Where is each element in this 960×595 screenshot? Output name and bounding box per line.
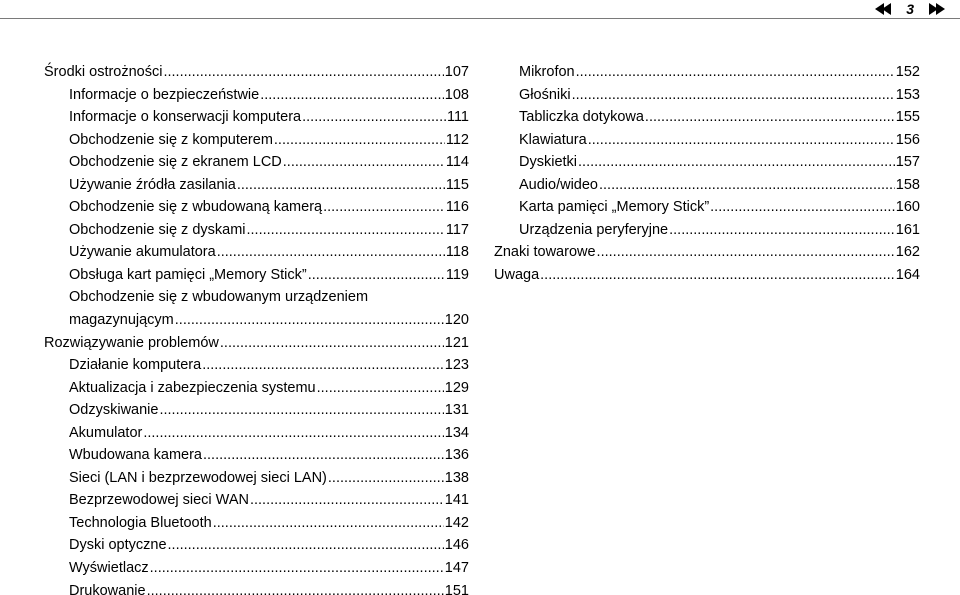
toc-page-number: 160 xyxy=(895,199,920,216)
toc-entry[interactable] xyxy=(494,174,920,197)
toc-page-number: 114 xyxy=(445,154,469,171)
dot-leader xyxy=(302,106,446,129)
toc-entry[interactable] xyxy=(44,264,469,287)
toc-entry-title: Obchodzenie się z dyskami xyxy=(69,221,246,238)
toc-entry[interactable] xyxy=(494,219,920,242)
toc-entry[interactable] xyxy=(494,151,920,174)
toc-entry-title: Środki ostrożności xyxy=(44,64,163,80)
toc-entry-title: Wyświetlacz xyxy=(69,560,149,577)
dot-leader xyxy=(323,196,445,219)
toc-entry-title: Obchodzenie się z komputerem xyxy=(69,131,273,148)
toc-entry-title: Dyskietki xyxy=(519,154,578,171)
toc-entry[interactable] xyxy=(44,241,469,264)
dot-leader xyxy=(283,151,445,174)
toc-entry-title: Mikrofon xyxy=(519,64,575,80)
dot-leader xyxy=(237,174,445,197)
toc-page-number: 121 xyxy=(444,334,469,351)
toc-entry-title: Dyski optyczne xyxy=(69,537,167,554)
toc-section-entry[interactable] xyxy=(494,241,920,264)
toc-section-entry[interactable] xyxy=(44,61,469,84)
toc-page-number: 116 xyxy=(445,199,469,216)
toc-page-number: 157 xyxy=(895,154,920,171)
toc-entry-title: magazynującym xyxy=(69,312,174,329)
toc-entry-title: Aktualizacja i zabezpieczenia systemu xyxy=(69,379,316,396)
toc-entry[interactable] xyxy=(494,196,920,219)
toc-entry[interactable] xyxy=(44,106,469,129)
header-divider xyxy=(0,18,960,19)
toc-page-number: 156 xyxy=(895,131,920,148)
toc-entry-title: Akumulator xyxy=(69,424,143,441)
dot-leader xyxy=(168,534,444,557)
toc-page-number: 112 xyxy=(445,131,469,148)
toc-page-number: 134 xyxy=(444,424,469,441)
toc-entry[interactable] xyxy=(44,129,469,152)
toc-section-entry[interactable] xyxy=(494,264,920,287)
toc-entry-title: Drukowanie xyxy=(69,582,146,595)
dot-leader xyxy=(328,467,444,490)
dot-leader xyxy=(247,219,445,242)
toc-left-column xyxy=(44,61,469,595)
toc-page-number: 151 xyxy=(444,582,469,595)
toc-entry[interactable] xyxy=(44,354,469,377)
dot-leader xyxy=(143,422,443,445)
dot-leader xyxy=(308,264,445,287)
toc-entry[interactable] xyxy=(44,534,469,557)
toc-entry-title: Rozwiązywanie problemów xyxy=(44,334,219,351)
toc-entry-title: Informacje o konserwacji komputera xyxy=(69,109,302,126)
dot-leader xyxy=(588,129,895,152)
dot-leader xyxy=(669,219,895,242)
toc-right-column xyxy=(494,61,920,286)
toc-page-number: 158 xyxy=(895,176,920,193)
toc-entry[interactable] xyxy=(44,557,469,580)
dot-leader xyxy=(645,106,895,129)
dot-leader xyxy=(572,84,895,107)
dot-leader xyxy=(150,557,444,580)
toc-entry-title: Używanie źródła zasilania xyxy=(69,176,236,193)
toc-entry[interactable] xyxy=(44,580,469,595)
toc-entry-title: Odzyskiwanie xyxy=(69,402,159,419)
toc-page-number: 117 xyxy=(445,221,469,238)
toc-entry-title: Sieci (LAN i bezprzewodowej sieci LAN) xyxy=(69,469,327,486)
toc-page-number: 129 xyxy=(444,379,469,396)
toc-entry-title: Karta pamięci „Memory Stick” xyxy=(519,199,710,216)
toc-entry[interactable] xyxy=(44,444,469,467)
dot-leader xyxy=(274,129,445,152)
previous-page-icon[interactable] xyxy=(874,2,894,16)
toc-page-number: 161 xyxy=(895,221,920,238)
dot-leader xyxy=(175,309,444,332)
toc-page-number: 153 xyxy=(895,86,920,103)
dot-leader xyxy=(576,61,895,84)
toc-entry-title: Klawiatura xyxy=(519,131,587,148)
toc-entry[interactable] xyxy=(494,129,920,152)
toc-page-number: 142 xyxy=(444,514,469,531)
toc-page-number: 107 xyxy=(444,64,469,80)
toc-entry[interactable] xyxy=(44,151,469,174)
toc-entry-title: Technologia Bluetooth xyxy=(69,514,212,531)
toc-page-number: 164 xyxy=(895,266,920,283)
toc-entry[interactable] xyxy=(494,61,920,84)
toc-entry-title: Uwaga xyxy=(494,266,540,283)
toc-entry-title: Bezprzewodowej sieci WAN xyxy=(69,492,249,509)
toc-entry-title: Obchodzenie się z ekranem LCD xyxy=(69,154,282,171)
toc-entry-title: Głośniki xyxy=(519,86,571,103)
toc-page-number: 147 xyxy=(444,560,469,577)
toc-section-entry[interactable] xyxy=(44,332,469,355)
dot-leader xyxy=(202,354,444,377)
page-navigation xyxy=(874,1,946,17)
toc-page-number: 155 xyxy=(895,109,920,126)
toc-entry[interactable] xyxy=(44,174,469,197)
dot-leader xyxy=(710,196,895,219)
dot-leader xyxy=(578,151,895,174)
toc-entry[interactable] xyxy=(44,84,469,107)
toc-page-number: 108 xyxy=(444,86,469,103)
toc-entry[interactable] xyxy=(44,196,469,219)
dot-leader xyxy=(217,241,445,264)
dot-leader xyxy=(203,444,444,467)
toc-entry-title: Obchodzenie się z wbudowaną kamerą xyxy=(69,199,323,216)
toc-entry-title: Urządzenia peryferyjne xyxy=(519,221,669,238)
toc-entry-title: Działanie komputera xyxy=(69,357,202,374)
toc-page-number: 123 xyxy=(444,357,469,374)
toc-entry-title: Obsługa kart pamięci „Memory Stick” xyxy=(69,266,307,283)
toc-page-number: 120 xyxy=(444,312,469,329)
toc-entry[interactable] xyxy=(44,512,469,535)
toc-page-number: 131 xyxy=(444,402,469,419)
next-page-icon[interactable] xyxy=(926,2,946,16)
toc-entry-title: Używanie akumulatora xyxy=(69,244,216,261)
toc-page-number: 111 xyxy=(446,109,469,126)
toc-entry[interactable] xyxy=(44,422,469,445)
dot-leader xyxy=(540,264,895,287)
toc-entry[interactable] xyxy=(44,286,469,309)
dot-leader xyxy=(317,377,444,400)
page-number: 3 xyxy=(906,1,914,17)
dot-leader xyxy=(213,512,444,535)
toc-page-number: 152 xyxy=(895,64,920,80)
dot-leader xyxy=(147,580,444,595)
dot-leader xyxy=(163,61,443,84)
page-header xyxy=(0,0,960,18)
toc-page-number: 146 xyxy=(444,537,469,554)
toc-page-number: 118 xyxy=(445,244,469,261)
dot-leader xyxy=(250,489,444,512)
toc-entry[interactable] xyxy=(44,489,469,512)
toc-entry[interactable] xyxy=(44,399,469,422)
toc-entry-continuation[interactable] xyxy=(44,309,469,332)
toc-entry[interactable] xyxy=(494,106,920,129)
dot-leader xyxy=(260,84,444,107)
toc-entry-title: Tabliczka dotykowa xyxy=(519,109,644,126)
dot-leader xyxy=(220,332,444,355)
toc-page-number: 136 xyxy=(444,447,469,464)
toc-entry[interactable] xyxy=(44,219,469,242)
toc-entry-title: Obchodzenie się z wbudowanym urządzeniem xyxy=(69,289,369,306)
toc-entry-title: Informacje o bezpieczeństwie xyxy=(69,86,260,103)
toc-page-number: 141 xyxy=(444,492,469,509)
toc-entry[interactable] xyxy=(44,377,469,400)
dot-leader xyxy=(597,241,895,264)
toc-page-number: 119 xyxy=(445,266,469,283)
toc-entry-title: Znaki towarowe xyxy=(494,244,596,261)
dot-leader xyxy=(159,399,443,422)
toc-entry-title: Audio/wideo xyxy=(519,176,598,193)
dot-leader xyxy=(599,174,895,197)
toc-entry[interactable] xyxy=(494,84,920,107)
toc-page-number: 115 xyxy=(445,176,469,193)
toc-page-number: 162 xyxy=(895,244,920,261)
toc-entry[interactable] xyxy=(44,467,469,490)
toc-page-number: 138 xyxy=(444,469,469,486)
toc-entry-title: Wbudowana kamera xyxy=(69,447,202,464)
